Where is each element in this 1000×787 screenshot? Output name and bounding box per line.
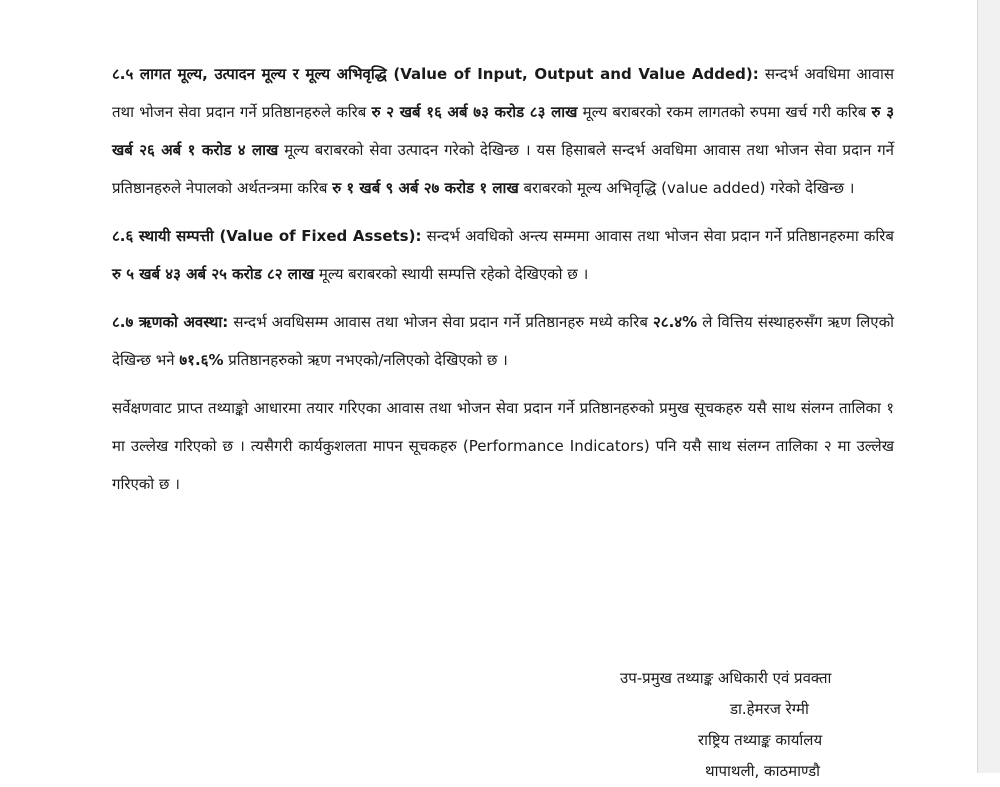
no-loan-percent: ७१.६% — [179, 351, 224, 369]
closing-text: सर्वेक्षणवाट प्राप्त तथ्याङ्को आधारमा तयार गरिएका आवास तथा भोजन सेवा प्रदान गर्ने प्रतिष्ठानहरुको प्रमुख सूचकहरु यसै साथ संलग्न तालिका १ मा उल्लेख गरिएको छ । त्यसैगरी कार्यकुशलता मापन सूचकहरु (Performance Indicators) पनि यसै साथ संलग्न तालिका २ मा उल्लेख गरिएको छ । — [112, 399, 894, 493]
document-body — [112, 55, 894, 503]
input-value: रु २ खर्ब १६ अर्ब ७३ करोड ८३ लाख — [371, 103, 578, 121]
signature-name: डा.हेमरज रेग्मी — [730, 700, 809, 718]
section-8-7-text-2: ले वित्तिय संस्थाहरुसँग ऋण लिएको देखिन्छ भने — [112, 313, 894, 369]
signature-office: राष्ट्रिय तथ्याङ्क कार्यालय — [698, 731, 823, 749]
loan-taken-percent: २८.४% — [652, 313, 698, 331]
section-8-7-text-3: प्रतिष्ठानहरुको ऋण नभएको/नलिएको देखिएको छ । — [223, 351, 508, 369]
section-8-6 — [112, 217, 894, 293]
section-8-7-text-1: सन्दर्भ अवधिसम्म आवास तथा भोजन सेवा प्रदान गर्ने प्रतिष्ठानहरु मध्ये करिब — [228, 313, 653, 331]
section-8-7-heading: ८.७ ऋणको अवस्था: — [112, 313, 229, 331]
page-edge-divider — [977, 0, 1000, 773]
value-added: रु १ खर्ब ९ अर्ब २७ करोड १ लाख — [332, 179, 519, 197]
section-8-6-text-1: सन्दर्भ अवधिको अन्त्य सम्ममा आवास तथा भोजन सेवा प्रदान गर्ने प्रतिष्ठानहरुमा करिब — [421, 227, 894, 245]
section-8-5-text-1: सन्दर्भ अवधिमा आवास तथा भोजन सेवा प्रदान गर्ने प्रतिष्ठानहरुले करिब — [112, 65, 894, 121]
signature-block — [620, 663, 920, 787]
signature-designation: उप-प्रमुख तथ्याङ्क अधिकारी एवं प्रवक्ता — [620, 669, 832, 687]
signature-address: थापाथली, काठमाण्डौ — [705, 762, 821, 780]
section-8-5 — [112, 55, 894, 207]
section-8-5-text-3: मूल्य बराबरको सेवा उत्पादन गरेको देखिन्छ । यस हिसाबले सन्दर्भ अवधिमा आवास तथा भोजन सेवा प्रदान गर्ने प्रतिष्ठानहरुले नेपालको अर्थतन्त्रमा करिब — [112, 141, 894, 197]
section-8-5-text-4: बराबरको मूल्य अभिवृद्धि (value added) गरेको देखिन्छ । — [518, 179, 855, 197]
section-8-5-heading: ८.५ लागत मूल्य, उत्पादन मूल्य र मूल्य अभिवृद्धि (Value of Input, Output and Value Added): — [112, 65, 759, 83]
fixed-assets-value: रु ५ खर्ब ४३ अर्ब २५ करोड ८२ लाख — [112, 265, 315, 283]
closing-paragraph — [112, 389, 894, 503]
section-8-6-text-2: मूल्य बराबरको स्थायी सम्पत्ति रहेको देखिएको छ । — [314, 265, 589, 283]
section-8-7 — [112, 303, 894, 379]
section-8-6-heading: ८.६ स्थायी सम्पत्ती (Value of Fixed Assets): — [112, 227, 422, 245]
section-8-5-text-2: मूल्य बराबरको रकम लागतको रुपमा खर्च गरी करिब — [577, 103, 872, 121]
output-value: रु ३ खर्ब २६ अर्ब १ करोड ४ लाख — [112, 103, 895, 159]
